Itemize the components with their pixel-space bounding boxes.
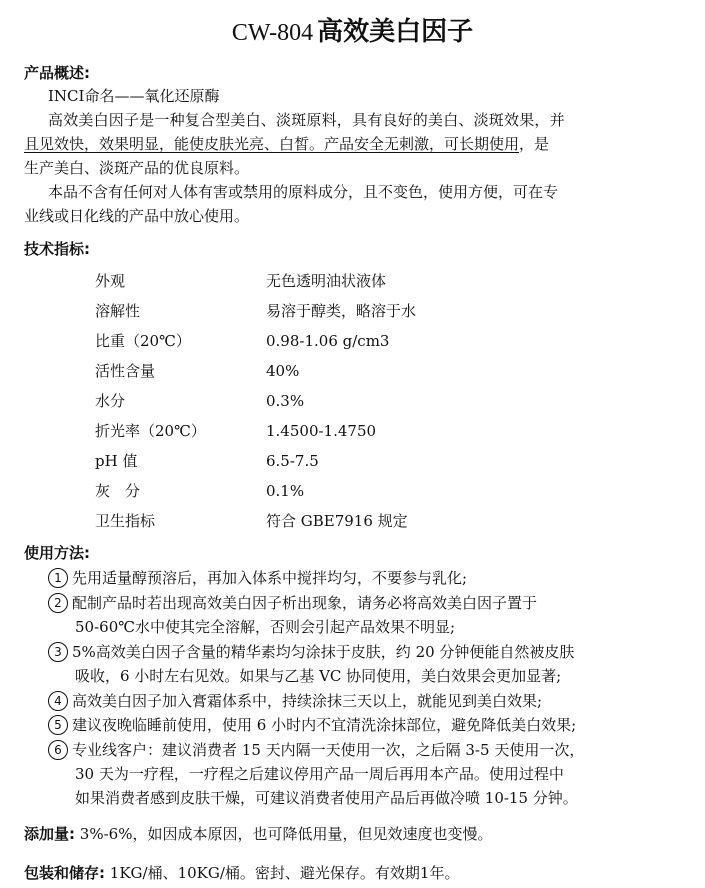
usage-text: 先用适量醇预溶后，再加入体系中搅拌均匀，不要参与乳化;	[72, 569, 468, 587]
usage-text-cont: 30 天为一疗程，一疗程之后建议停用产品一周后再用本产品。使用过程中	[75, 765, 564, 783]
spec-value: 6.5-7.5	[266, 452, 319, 470]
usage-text-cont: 吸收，6 小时左右见效。如果与乙基 VC 协同使用，美白效果会更加显著;	[75, 667, 562, 685]
usage-item	[48, 714, 576, 736]
spec-key: 外观	[95, 272, 126, 290]
dosage-text: 3%-6%，如因成本原因，也可降低用量，但见效速度也变慢。	[79, 825, 493, 843]
usage-text: 专业线客户：建议消费者 15 天内隔一天使用一次，之后隔 3-5 天使用一次，	[72, 741, 585, 759]
item-number: 1	[48, 568, 68, 588]
usage-text: 配制产品时若出现高效美白因子析出现象，请务必将高效美白因子置于	[72, 594, 538, 612]
spec-value: 无色透明油状液体	[266, 272, 387, 290]
usage-item	[48, 641, 574, 663]
spec-value: 易溶于醇类，略溶于水	[266, 302, 417, 320]
overview-p2-line2: 业线或日化线的产品中放心使用。	[24, 207, 250, 225]
usage-text-cont: 如果消费者感到皮肤干燥，可建议消费者使用产品后再做冷喷 10-15 分钟。	[75, 789, 578, 807]
usage-text: 5%高效美白因子含量的精华素均匀涂抹于皮肤，约 20 分钟便能自然被皮肤	[72, 643, 575, 661]
dosage-label: 添加量:	[24, 825, 75, 843]
item-number: 2	[48, 593, 68, 613]
usage-item	[48, 567, 467, 589]
spec-key: 活性含量	[95, 362, 156, 380]
usage-text-cont: 50-60℃水中使其完全溶解，否则会引起产品效果不明显;	[75, 618, 456, 636]
overview-heading: 产品概述:	[24, 64, 90, 82]
item-number: 5	[48, 715, 68, 735]
usage-text: 建议夜晚临睡前使用，使用 6 小时内不宜清洗涂抹部位，避免降低美白效果;	[72, 716, 577, 734]
item-number: 6	[48, 740, 68, 760]
spec-key: 灰 分	[95, 482, 141, 500]
overview-p2-line1: 本品不含有任何对人体有害或禁用的原料成分，且不变色，使用方便，可在专	[48, 183, 559, 201]
usage-item	[48, 739, 584, 761]
spec-key: 溶解性	[95, 302, 141, 320]
specs-heading: 技术指标:	[24, 240, 90, 258]
product-code: CW-804	[231, 20, 314, 46]
overview-p1-line2-tail: ，是	[519, 135, 550, 153]
usage-item	[48, 592, 537, 614]
spec-key: 比重（20℃）	[95, 332, 191, 350]
spec-key: pH 值	[95, 452, 138, 470]
overview-p1-line3: 生产美白、淡斑产品的优良原料。	[24, 159, 250, 177]
highlight-effect: 且见效快，效果明显，能使皮肤光亮、白皙。	[24, 135, 325, 153]
storage-line	[24, 862, 459, 884]
spec-value: 符合 GBE7916 规定	[266, 512, 408, 530]
dosage-line	[24, 823, 492, 845]
spec-key: 折光率（20℃）	[95, 422, 206, 440]
storage-text: 1KG/桶、10KG/桶。密封、避光保存。有效期1年。	[109, 864, 460, 882]
inci-name: INCI命名——氧化还原酶	[48, 87, 220, 105]
spec-value: 0.3%	[266, 392, 305, 410]
overview-p1-line1: 高效美白因子是一种复合型美白、淡斑原料，具有良好的美白、淡斑效果，并	[48, 111, 565, 129]
spec-value: 40%	[266, 362, 300, 380]
spec-value: 0.1%	[266, 482, 305, 500]
item-number: 4	[48, 691, 68, 711]
item-number: 3	[48, 642, 68, 662]
overview-p1-line2	[24, 132, 549, 156]
product-name: 高效美白因子	[317, 17, 474, 47]
spec-key: 卫生指标	[95, 512, 156, 530]
document-title	[0, 12, 705, 53]
spec-key: 水分	[95, 392, 126, 410]
storage-label: 包装和储存:	[24, 864, 105, 882]
usage-item	[48, 690, 542, 712]
highlight-safety: 产品安全无刺激，可长期使用	[324, 135, 520, 153]
spec-value: 1.4500-1.4750	[266, 422, 377, 440]
spec-value: 0.98-1.06 g/cm3	[266, 332, 390, 350]
usage-text: 高效美白因子加入膏霜体系中，持续涂抹三天以上，就能见到美白效果;	[72, 692, 543, 710]
usage-heading: 使用方法:	[24, 544, 90, 562]
